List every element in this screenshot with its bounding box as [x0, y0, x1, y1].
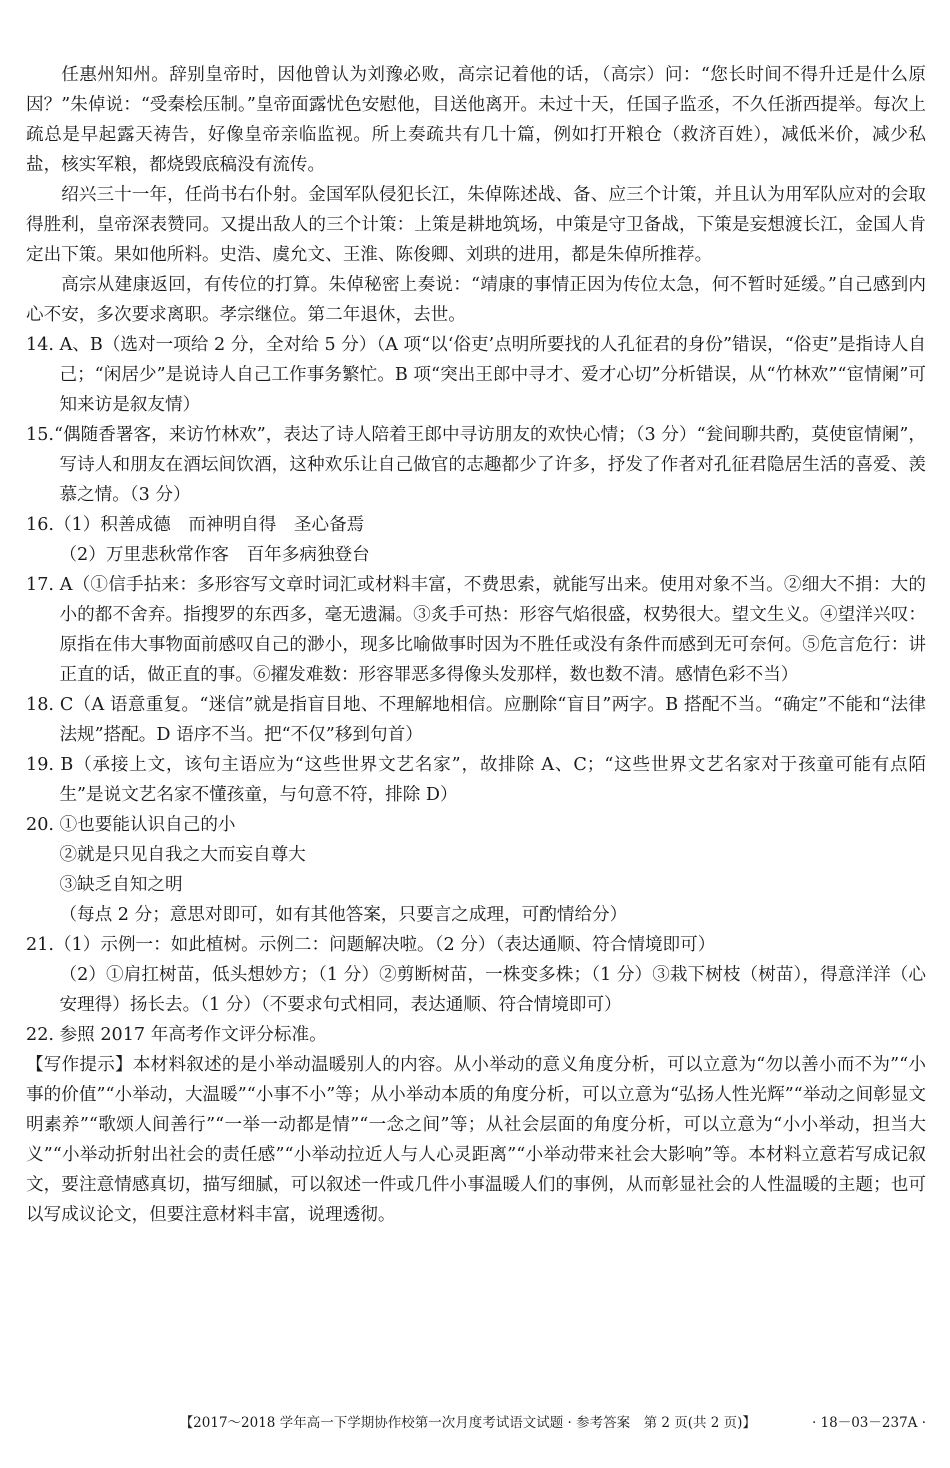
answer-18: 18. C（A 语意重复。“迷信”就是指盲目地、不理解地相信。应删除“盲目”两字。B 搭配不当。“确定”不能和“法律法规”搭配。D 语序不当。把“不仅”移到句首）	[26, 695, 926, 745]
translation-paragraph-3: 高宗从建康返回，有传位的打算。朱倬秘密上奏说：“靖康的事情正因为传位太急，何不暂时延缓。”自己感到内心不安，多次要求离职。孝宗继位。第二年退休，去世。	[26, 275, 926, 325]
answer-16-part-1: 16.（1）积善成德 而神明自得 圣心备焉	[26, 515, 365, 535]
answer-15: 15.“偶随香署客，来访竹林欢”，表达了诗人陪着王郎中寻访朋友的欢快心情；（3 分）“瓮间聊共酌，莫使宦情阑”，写诗人和朋友在酒坛间饮酒，这种欢乐让自己做官的志趣都少了许多，抒发了作者对孔征君隐居生活的喜爱、羡慕之情。（3 分）	[26, 425, 926, 505]
answer-page	[26, 60, 926, 1230]
page-footer	[26, 1413, 926, 1433]
answer-20-scoring-note: （每点 2 分；意思对即可，如有其他答案，只要言之成理，可酌情给分）	[59, 905, 628, 925]
answer-20-point-1: 20. ①也要能认识自己的小	[26, 815, 236, 835]
writing-tip	[26, 1050, 926, 1230]
answer-21-part-1: 21.（1）示例一：如此植树。示例二：问题解决啦。（2 分）（表达通顺、符合情境即可）	[26, 935, 716, 955]
answer-20-point-2: ②就是只见自我之大而妄自尊大	[59, 845, 306, 865]
translation-paragraph-2: 绍兴三十一年，任尚书右仆射。金国军队侵犯长江，朱倬陈述战、备、应三个计策，并且认为用军队应对的会取得胜利，皇帝深表赞同。又提出敌人的三个计策：上策是耕地筑场，中策是守卫备战，下策是妄想渡长江，金国人肯定出下策。果如他所料。史浩、虞允文、王淮、陈俊卿、刘珙的进用，都是朱倬所推荐。	[26, 185, 926, 265]
footer-source: 【2017～2018 学年高一下学期协作校第一次月度考试语文试题 · 参考答案 第 2 页(共 2 页)】	[179, 1415, 756, 1431]
answer-17: 17. A（①信手拈来：多形容写文章时词汇或材料丰富，不费思索，就能写出来。使用对象不当。②细大不捐：大的小的都不舍弃。指搜罗的东西多，毫无遗漏。③炙手可热：形容气焰很盛，权势很大。望文生义。④望洋兴叹：原指在伟大事物面前感叹自己的渺小，现多比喻做事时因为不胜任或没有条件而感到无可奈何。⑤危言危行：讲正直的话，做正直的事。⑥擢发难数：形容罪恶多得像头发那样，数也数不清。感情色彩不当）	[26, 575, 926, 685]
answer-20-point-3: ③缺乏自知之明	[59, 875, 183, 895]
answer-22: 22. 参照 2017 年高考作文评分标准。	[26, 1025, 327, 1045]
answer-16-part-2: （2）万里悲秋常作客 百年多病独登台	[59, 545, 370, 565]
answer-19: 19. B（承接上文，该句主语应为“这些世界文艺名家”，故排除 A、C；“这些世界文艺名家对于孩童可能有点陌生”是说文艺名家不懂孩童，与句意不符，排除 D）	[26, 755, 926, 805]
answer-21-part-2: （2）①肩扛树苗，低头想妙方；（1 分）②剪断树苗，一株变多株；（1 分）③栽下树枝（树苗），得意洋洋（心安理得）扬长去。（1 分）（不要求句式相同，表达通顺、符合情境即可）	[59, 965, 926, 1015]
footer-code: · 18－03－237A ·	[811, 1415, 926, 1431]
translation-paragraph-1: 任惠州知州。辞别皇帝时，因他曾认为刘豫必败，高宗记着他的话，（高宗）问：“您长时间不得升迁是什么原因？”朱倬说：“受秦桧压制。”皇帝面露忧色安慰他，目送他离开。未过十天，任国子监丞，不久任浙西提举。每次上疏总是早起露天祷告，好像皇帝亲临监视。所上奏疏共有几十篇，例如打开粮仓（救济百姓），减低米价，减少私盐，核实军粮，都烧毁底稿没有流传。	[26, 65, 926, 175]
answer-14: 14. A、B（选对一项给 2 分，全对给 5 分）（A 项“以‘俗吏’点明所要找的人孔征君的身份”错误，“俗吏”是指诗人自己；“闲居少”是说诗人自己工作事务繁忙。B 项“突出王郎中寻才、爱才心切”分析错误，从“竹林欢”“宦情阑”可知来访是叙友情）	[26, 335, 926, 415]
writing-tip-label: 【写作提示】	[26, 1055, 133, 1075]
writing-tip-text: 本材料叙述的是小举动温暖别人的内容。从小举动的意义角度分析，可以立意为“勿以善小而不为”“小事的价值”“小举动，大温暖”“小事不小”等；从小举动本质的角度分析，可以立意为“弘扬人性光辉”“举动之间彰显文明素养”“歌颂人间善行”“一举一动都是情”“一念之间”等；从社会层面的角度分析，可以立意为“小小举动，担当大义”“小举动折射出社会的责任感”“小举动拉近人与人心灵距离”“小举动带来社会大影响”等。本材料立意若写成记叙文，要注意情感真切，描写细腻，可以叙述一件或几件小事温暖人们的事例，从而彰显社会的人性温暖的主题；也可以写成议论文，但要注意材料丰富，说理透彻。	[26, 1055, 926, 1225]
